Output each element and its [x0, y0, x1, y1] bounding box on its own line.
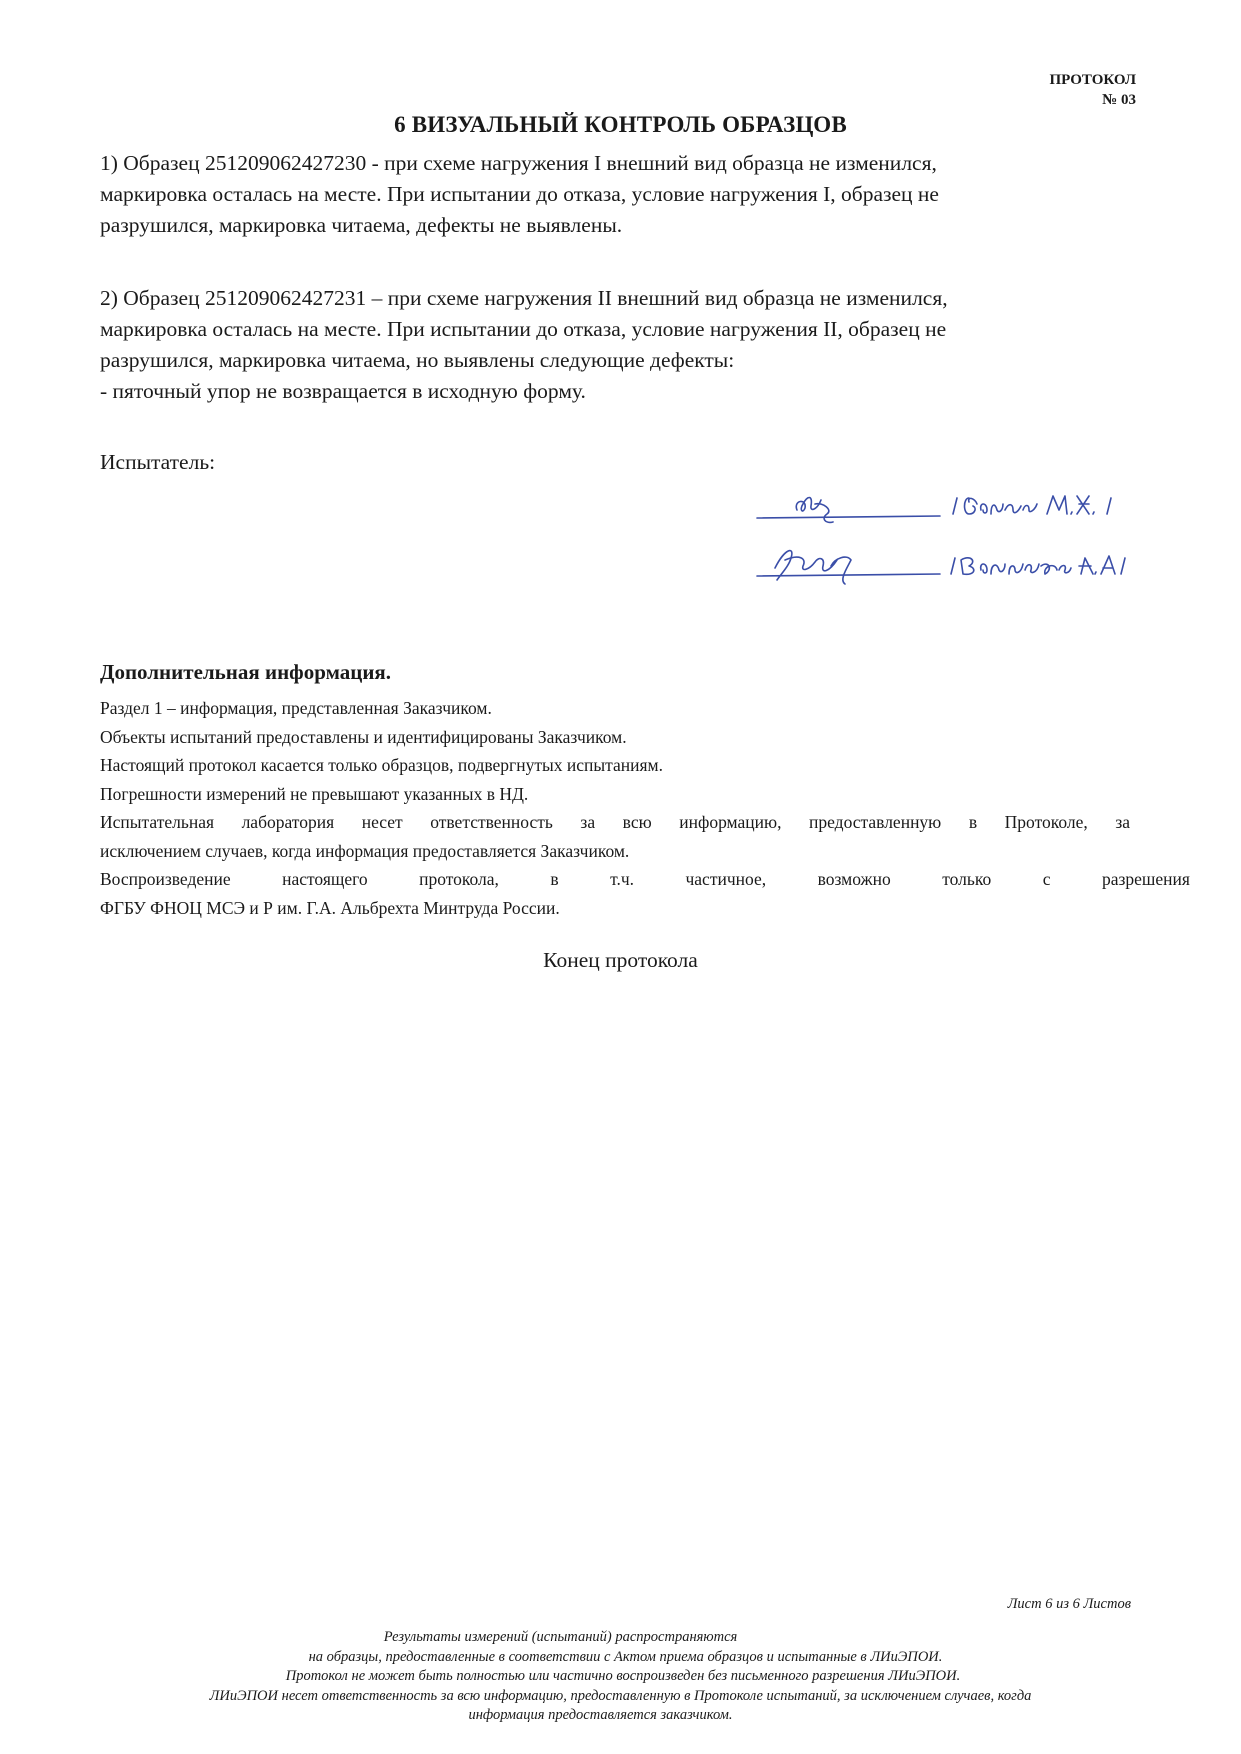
signature-row-2 [755, 540, 1135, 584]
footer-disclaimer [0, 1628, 1241, 1726]
word: частичное, [685, 869, 767, 889]
word: лаборатория [241, 812, 335, 832]
word: протокола, [419, 869, 499, 889]
paragraph-line: разрушился, маркировка читаема, дефекты не выявлены. [100, 213, 623, 237]
word: Протоколе, [1004, 812, 1088, 832]
word: за [1115, 812, 1130, 832]
protocol-number: № 03 [1102, 92, 1136, 108]
paragraph-line: разрушился, маркировка читаема, но выявлены следующие дефекты: [100, 348, 735, 372]
info-line: Погрешности измерений не превышают указанных в НД. [100, 783, 529, 804]
paragraph-line: - пяточный упор не возвращается в исходную форму. [100, 379, 586, 403]
word: Воспроизведение [100, 869, 231, 889]
info-line: Раздел 1 – информация, представленная Заказчиком. [100, 698, 492, 718]
footer-line: на образцы, предоставленные в соответствии с Актом приема образцов и испытанные в ЛИиЭПОИ. [308, 1648, 943, 1665]
end-of-protocol: Конец протокола [543, 948, 698, 972]
paragraph-line: маркировка осталась на месте. При испытании до отказа, условие нагружения I, образец не [100, 182, 939, 206]
word: настоящего [282, 869, 368, 889]
word: с [1042, 869, 1051, 889]
tester-label: Испытатель: [100, 450, 216, 474]
word: несет [361, 812, 403, 832]
handwritten-signature-2 [755, 540, 1135, 588]
handwritten-signature-1 [755, 480, 1135, 528]
reproduction-line-1 [100, 865, 1190, 894]
word: Испытательная [100, 812, 215, 832]
sample-2-paragraph [100, 283, 1135, 407]
word: за [580, 812, 596, 832]
additional-info [100, 694, 1190, 922]
word: возможно [817, 869, 891, 889]
paragraph-line: маркировка осталась на месте. При испытании до отказа, условие нагружения II, образец не [100, 317, 947, 341]
lab-responsibility-line-2: исключением случаев, когда информация предоставляется Заказчиком. [100, 840, 630, 861]
additional-info-title: Дополнительная информация. [100, 660, 392, 684]
footer-line: Результаты измерений (испытаний) распространяются [383, 1629, 738, 1645]
footer-line: Протокол не может быть полностью или частично воспроизведен без письменного разрешения ЛИиЭПОИ. [285, 1668, 961, 1684]
protocol-header [1050, 70, 1136, 110]
signature-row-1 [755, 480, 1135, 524]
info-line: Настоящий протокол касается только образцов, подвергнутых испытаниям. [100, 755, 663, 775]
protocol-label: ПРОТОКОЛ [1049, 72, 1136, 88]
sheet-info: Лист 6 из 6 Листов [1007, 1596, 1131, 1612]
word: в [968, 812, 978, 832]
word: в [550, 869, 559, 889]
word: всю [622, 812, 652, 832]
word: предоставленную [809, 812, 942, 832]
lab-responsibility-line-1 [100, 808, 1130, 837]
word: информацию, [679, 812, 782, 832]
paragraph-line: 1) Образец 251209062427230 - при схеме нагружения I внешний вид образца не изменился, [100, 151, 937, 175]
word: т.ч. [610, 869, 635, 889]
info-line: Объекты испытаний предоставлены и идентифицированы Заказчиком. [100, 726, 627, 747]
footer-line: информация предоставляется заказчиком. [468, 1707, 733, 1723]
word: разрешения [1101, 869, 1190, 889]
reproduction-line-2: ФГБУ ФНОЦ МСЭ и Р им. Г.А. Альбрехта Минтруда России. [100, 897, 560, 918]
section-title: 6 ВИЗУАЛЬНЫЙ КОНТРОЛЬ ОБРАЗЦОВ [394, 112, 847, 137]
word: только [942, 869, 992, 889]
sample-1-paragraph [100, 148, 1135, 241]
paragraph-line: 2) Образец 251209062427231 – при схеме нагружения II внешний вид образца не изменился, [100, 286, 948, 310]
word: ответственность [430, 812, 553, 832]
footer-line: ЛИиЭПОИ несет ответственность за всю информацию, предоставленную в Протоколе испытаний, за исключением случаев, когда [209, 1687, 1032, 1704]
